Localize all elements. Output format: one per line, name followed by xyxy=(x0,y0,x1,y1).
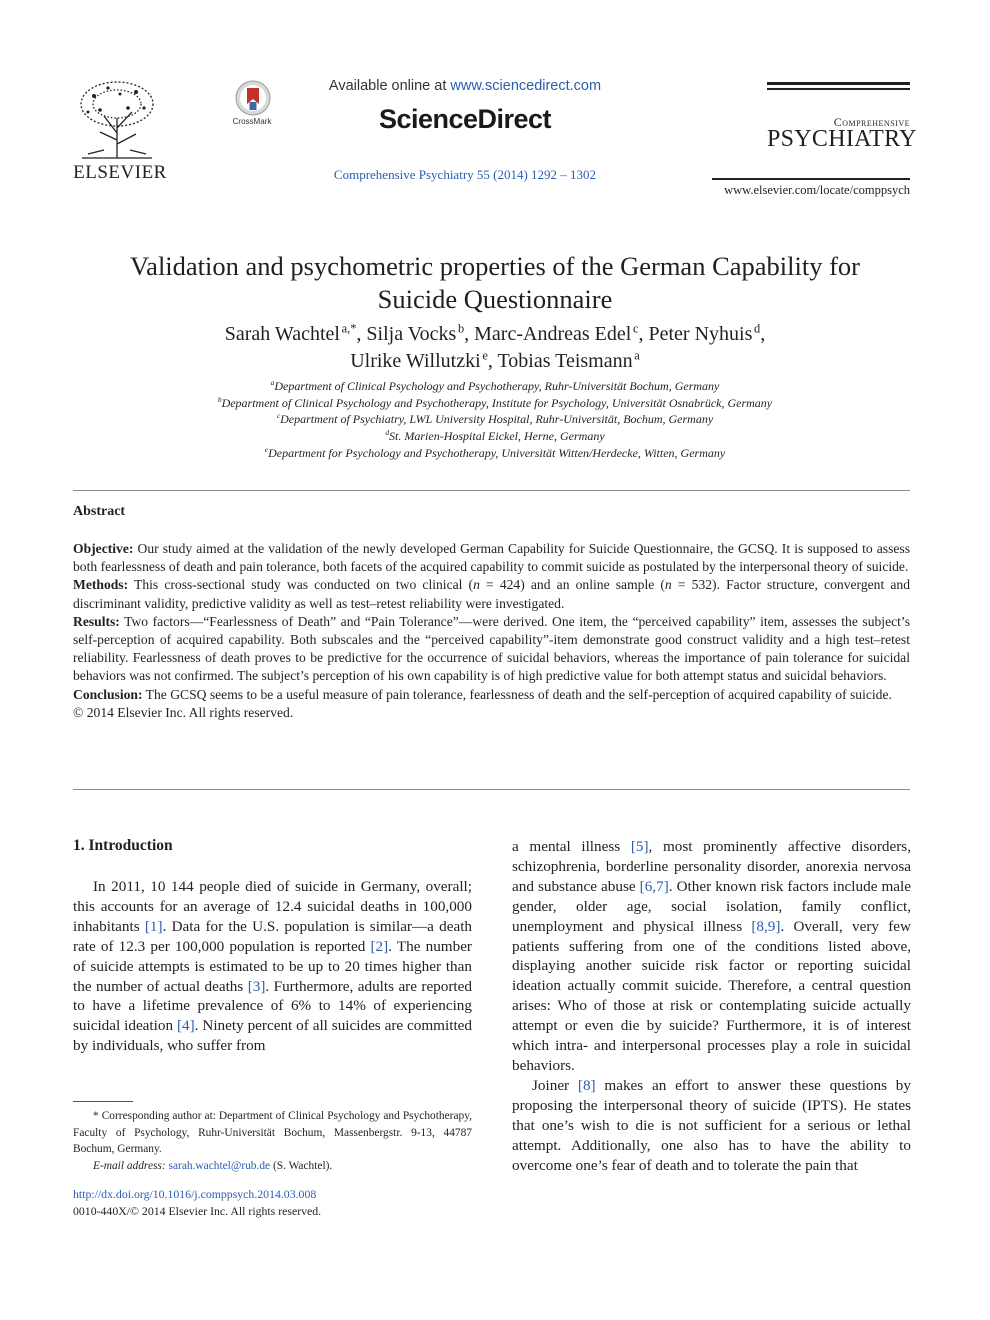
affiliation-list xyxy=(60,378,930,462)
elsevier-tree-icon xyxy=(74,78,160,160)
author-name[interactable]: Silja Vocks xyxy=(366,323,457,345)
citation-link[interactable]: [6,7] xyxy=(639,877,669,895)
author-affiliation-sup[interactable]: d xyxy=(754,321,761,336)
author-affiliation-sup[interactable]: e xyxy=(482,348,488,363)
author-affiliation-sup[interactable]: c xyxy=(632,321,639,336)
abstract-bottom-rule xyxy=(73,789,910,790)
abstract-top-rule xyxy=(73,490,910,491)
author-affiliation-sup[interactable]: a xyxy=(634,348,640,363)
journal-url[interactable]: www.elsevier.com/locate/comppsych xyxy=(724,183,910,197)
citation-link[interactable]: [3] xyxy=(247,977,266,995)
affiliation: $^d$St. Marien-Hospital Eickel, Herne, Germany xyxy=(385,428,605,444)
citation-link[interactable]: [4] xyxy=(176,1017,195,1035)
citation-link[interactable]: [8,9] xyxy=(751,917,781,935)
paragraph: a mental illness [5], most prominently affective disorders, schizophrenia, borderline personality disorder, anorexia nervosa and substance abuse [6,7]. Other known risk factors include male gender, older age, social isolation, family conflict, unemployment and physical illness [8,9]. Overall, very few patients suffering from one of the conditions listed above, displaying another suicide risk factor or reporting suicidal ideation actually commit suicide. Therefore, a central question arises: Who of those at risk or contemplating suicide actually attempt or even die by suicide? Furthermore, it is of interest which intra- and interpersonal processes play a role in suicidal behaviors. xyxy=(512,838,911,1074)
citation-link[interactable]: [8] xyxy=(577,1076,596,1094)
author-name[interactable]: Marc-Andreas Edel xyxy=(474,323,632,345)
affiliation: $^b$Department of Clinical Psychology and Psychotherapy, Institute for Psychology, Universität Osnabrück, Germany xyxy=(217,394,773,410)
corresponding-author-footnote xyxy=(73,1108,472,1174)
paragraph: Joiner [8] makes an effort to answer these questions by proposing the interpersonal theory of suicide (IPTS). He states that one’s wish to die is not sufficient for a serious or lethal attempt. Additionally, one also has to have the ability to overcome one’s fear of death and to tolerate the pain that xyxy=(512,1076,911,1174)
crossmark-label: CrossMark xyxy=(232,117,272,126)
citation-link[interactable]: [5] xyxy=(630,838,649,855)
citation-link[interactable]: [1] xyxy=(144,917,163,935)
journal-rule xyxy=(767,82,910,85)
issn-copyright: 0010-440X/© 2014 Elsevier Inc. All rights reserved. xyxy=(73,1203,322,1218)
abstract-copyright: © 2014 Elsevier Inc. All rights reserved. xyxy=(73,704,294,720)
available-online-prefix: Available online at xyxy=(328,78,451,94)
available-online xyxy=(250,78,680,94)
journal-masthead xyxy=(767,82,917,152)
platform-name: ScienceDirect xyxy=(378,104,552,134)
journal-divider xyxy=(712,178,910,180)
body-column-left xyxy=(73,877,472,1056)
journal-citation[interactable]: Comprehensive Psychiatry 55 (2014) 1292 – 1302 xyxy=(333,167,597,182)
affiliation: $^c$Department of Psychiatry, LWL University Hospital, Ruhr-Universität, Bochum, Germany xyxy=(276,411,714,427)
body-column-right xyxy=(512,837,911,1175)
author-affiliation-sup[interactable]: a,* xyxy=(341,321,357,336)
abstract-conclusion: Conclusion: The GCSQ seems to be a useful measure of pain tolerance, fearlessness of death and the self-perception of acquired capability of suicide. xyxy=(73,686,892,702)
author-affiliation-sup[interactable]: b xyxy=(457,321,465,336)
journal-rule xyxy=(767,88,910,90)
author-name[interactable]: Peter Nyhuis xyxy=(648,323,753,345)
abstract-objective: Objective: Our study aimed at the validation of the newly developed German Capability for Suicide Questionnaire, the GCSQ. It is supposed to assess both fearlessness of death and pain tolerance, both facets of the acquired capability to commit suicide as postulated by the interpersonal theory of suicide. xyxy=(73,541,910,575)
elsevier-logo[interactable] xyxy=(70,78,170,184)
title-line: Validation and psychometric properties of the German Capability for xyxy=(129,251,860,281)
email-link[interactable]: sarah.wachtel@rub.de xyxy=(168,1159,271,1172)
title-line: Suicide Questionnaire xyxy=(377,284,613,314)
author-name[interactable]: Sarah Wachtel xyxy=(224,323,340,345)
author-name[interactable]: Ulrike Willutzki xyxy=(350,350,481,372)
paragraph: In 2011, 10 144 people died of suicide in Germany, overall; this accounts for an average of 12.4 suicidal deaths in 100,000 inhabitants [1]. Data for the U.S. population is similar—a death rate of 12.3 per 100,000 population is reported [2]. The number of suicide attempts is estimated to be up to 20 times higher than the number of actual deaths [3]. Furthermore, adults are reported to have a lifetime prevalence of 6% to 14% of experiencing suicidal ideation [4]. Ninety percent of all suicides are committed by individuals, who suffer from xyxy=(73,878,473,1055)
sciencedirect-link[interactable]: www.sciencedirect.com xyxy=(450,78,602,94)
doi-block xyxy=(73,1186,321,1219)
abstract-results: Results: Two factors—“Fearlessness of Death” and “Pain Tolerance”—were derived. One item, the “perceived capability” item, assesses the subject’s self-perception of acquired capability. Both subscales and the “perceived capability”-item demonstrate good construct validity and a high test–retest reliability. Fearlessness of death proves to be predictive for the occurrence of suicidal behaviors, whereas the importance of pain tolerance for suicidal behaviors was not confirmed. The subject’s perception of his own capability is of high predictive value for both attempt status and suicidal behaviors. xyxy=(73,613,910,684)
doi-link[interactable]: http://dx.doi.org/10.1016/j.comppsych.2014.03.008 xyxy=(73,1187,317,1201)
section-heading: 1. Introduction xyxy=(73,837,173,854)
citation-link[interactable]: [2] xyxy=(370,937,389,955)
article-title xyxy=(60,250,930,316)
footnote-email: E-mail address: sarah.wachtel@rub.de (S. Wachtel). xyxy=(93,1159,333,1172)
journal-name-line1: Comprehensive xyxy=(833,114,910,129)
author-list: Sarah Wachtel $^{a,*}$, Silja Vocks $^b$, Marc-Andreas Edel $^c$, Peter Nyhuis $^d$, Ulrike Willutzki $^e$, Tobias Teismann $^a$ xyxy=(224,321,766,372)
footnote-rule xyxy=(73,1101,133,1102)
author-name[interactable]: Tobias Teismann xyxy=(497,350,633,372)
affiliation: $^e$Department for Psychology and Psychotherapy, Universität Witten/Herdecke, Witten, Germany xyxy=(264,444,726,460)
affiliation: $^a$Department of Clinical Psychology and Psychotherapy, Ruhr-Universität Bochum, Germany xyxy=(270,378,720,393)
abstract-heading: Abstract xyxy=(73,504,126,519)
journal-name-line2: PSYCHIATRY xyxy=(767,125,917,152)
publisher-name: ELSEVIER xyxy=(73,162,167,183)
footnote-text: * Corresponding author at: Department of Clinical Psychology and Psychotherapy, Faculty of Psychology, Ruhr-Universität Bochum, Massenbergstr. 9-13, 44787 Bochum, Germany. xyxy=(73,1110,472,1155)
abstract-methods: Methods: This cross-sectional study was conducted on two clinical (n = 424) and an online sample (n = 532). Factor structure, convergent and discriminant validity, predictive validity as well as test–retest reliability were investigated. xyxy=(73,577,910,611)
abstract-body xyxy=(73,540,910,722)
